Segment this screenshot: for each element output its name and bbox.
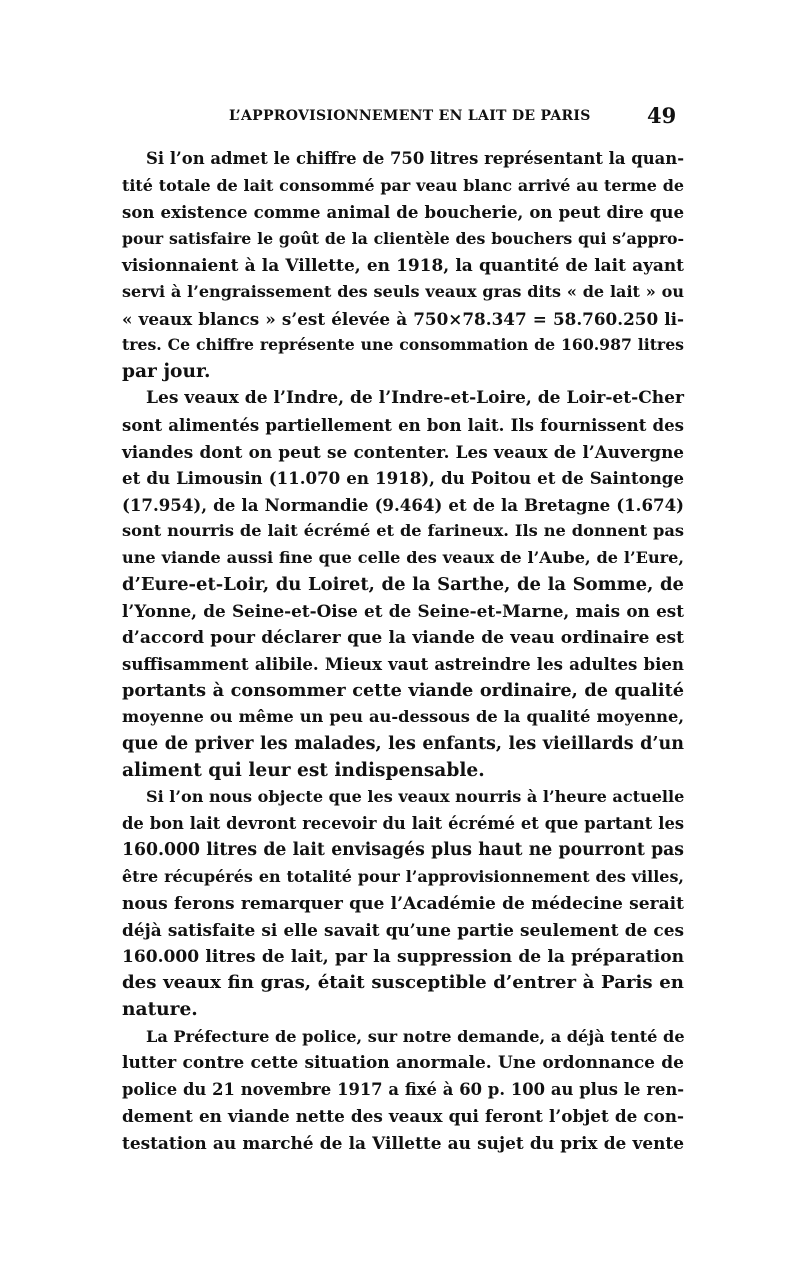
text-line: par jour. (122, 360, 211, 382)
text-line: servi à l’engraissement des seuls veaux gras dits « de lait » ou (122, 281, 684, 301)
text-line: moyenne ou même un peu au-dessous de la qualité moyenne, (122, 707, 684, 727)
text-line: 160.000 litres de lait, par la suppression de la préparation (122, 946, 684, 967)
text-line: sont alimentés partiellement en bon lait. Ils fournissent des (122, 414, 684, 435)
paragraph-2 (122, 385, 684, 784)
text-line: des veaux fin gras, était susceptible d’entrer à Paris en (122, 972, 684, 994)
paragraph-3 (122, 784, 684, 1023)
body-text (122, 146, 684, 1157)
running-title: L’APPROVISIONNEMENT EN LAIT DE PARIS (229, 108, 591, 124)
page-number: 49 (647, 103, 677, 128)
text-line: l’Yonne, de Seine-et-Oise et de Seine-et-Marne, mais on est (122, 601, 684, 622)
text-line: Les veaux de l’Indre, de l’Indre-et-Loire, de Loir-et-Cher (146, 388, 684, 409)
text-line: suffisamment alibile. Mieux vaut astreindre les adultes bien (122, 654, 684, 675)
text-line: viandes dont on peut se contenter. Les veaux de l’Auvergne (122, 441, 684, 462)
text-line: visionnaient à la Villette, en 1918, la quantité de lait ayant (122, 255, 684, 276)
text-line: dement en viande nette des veaux qui feront l’objet de con- (122, 1106, 684, 1127)
text-line: de bon lait devront recevoir du lait écrémé et que partant les (122, 813, 684, 833)
text-line: aliment qui leur est indispensable. (122, 759, 485, 781)
text-line: que de priver les malades, les enfants, les vieillards d’un (122, 734, 684, 755)
text-line: être récupérés en totalité pour l’approvisionnement des villes, (122, 867, 684, 887)
text-line: tres. Ce chiffre représente une consommation de 160.987 litres (122, 335, 684, 355)
text-line: lutter contre cette situation anormale. Une ordonnance de (122, 1053, 684, 1074)
text-line: déjà satisfaite si elle savait qu’une partie seulement de ces (122, 920, 684, 941)
text-line: et du Limousin (11.070 en 1918), du Poitou et de Saintonge (122, 468, 684, 489)
text-line: tité totale de lait consommé par veau blanc arrivé au terme de (122, 175, 684, 195)
text-line: sont nourris de lait écrémé et de farineux. Ils ne donnent pas (122, 521, 684, 541)
text-line: d’accord pour déclarer que la viande de veau ordinaire est (122, 627, 684, 648)
text-line: La Préfecture de police, sur notre demande, a déjà tenté de (146, 1026, 685, 1046)
text-line: testation au marché de la Villette au sujet du prix de vente (122, 1132, 684, 1153)
text-line: Si l’on admet le chiffre de 750 litres représentant la quan- (146, 149, 684, 168)
text-line: (17.954), de la Normandie (9.464) et de la Bretagne (1.674) (122, 494, 684, 515)
text-line: d’Eure-et-Loir, du Loiret, de la Sarthe, de la Somme, de (122, 573, 684, 595)
text-line: nature. (122, 999, 198, 1020)
text-line: 160.000 litres de lait envisagés plus haut ne pourront pas (122, 840, 684, 861)
text-line: une viande aussi fine que celle des veaux de l’Aube, de l’Eure, (122, 547, 684, 567)
text-line: portants à consommer cette viande ordinaire, de qualité (122, 679, 684, 701)
text-line: nous ferons remarquer que l’Académie de médecine serait (122, 893, 684, 914)
paragraph-1 (122, 146, 684, 385)
text-line: Si l’on nous objecte que les veaux nourris à l’heure actuelle (146, 787, 685, 807)
text-line: pour satisfaire le goût de la clientèle des bouchers qui s’appro- (122, 228, 684, 248)
text-line: son existence comme animal de boucherie, on peut dire que (122, 202, 684, 223)
text-line: police du 21 novembre 1917 a fixé à 60 p. 100 au plus le ren- (122, 1079, 684, 1099)
paragraph-4 (122, 1024, 684, 1157)
text-line: « veaux blancs » s’est élevée à 750×78.347 = 58.760.250 li- (122, 308, 684, 329)
